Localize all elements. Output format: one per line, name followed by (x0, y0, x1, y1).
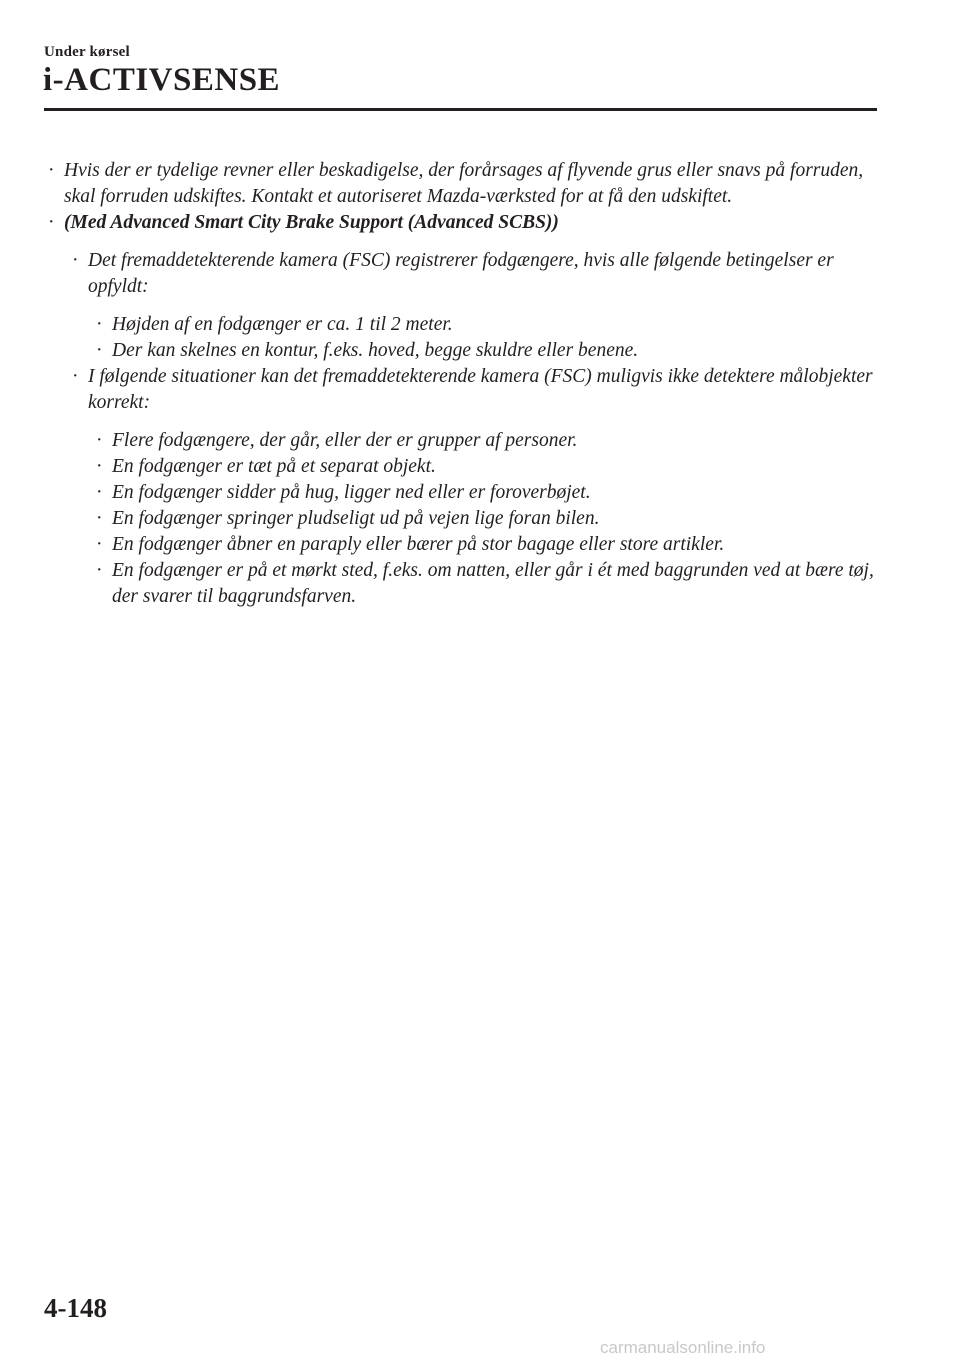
bullet-text-fsc-detects: Det fremaddetekterende kamera (FSC) registrerer fodgængere, hvis alle følgende betingelser er opfyldt: (88, 250, 834, 297)
bullet-dot-icon: · (72, 250, 79, 271)
situation-text: En fodgænger åbner en paraply eller bærer på stor bagage eller store artikler. (112, 534, 725, 555)
bullet-text-advanced-scbs: (Med Advanced Smart City Brake Support (Advanced SCBS)) (64, 212, 559, 233)
bullet-text-height: Højden af en fodgænger er ca. 1 til 2 meter. (112, 314, 453, 335)
list-item (68, 364, 884, 416)
bullet-text-contour: Der kan skelnes en kontur, f.eks. hoved, begge skuldre eller benene. (112, 340, 639, 361)
bullet-dot-icon: · (96, 508, 103, 529)
list-item (92, 454, 884, 480)
bullet-dot-icon: · (96, 534, 103, 555)
bullet-dot-icon: · (48, 160, 55, 181)
situation-text: En fodgænger er tæt på et separat objekt. (112, 456, 436, 477)
list-item (92, 532, 884, 558)
bullet-dot-icon: · (96, 340, 103, 361)
list-item (44, 158, 884, 210)
bullet-dot-icon: · (96, 314, 103, 335)
list-item (92, 558, 884, 610)
section-label: Under kørsel (44, 44, 130, 60)
list-item (44, 210, 884, 236)
situation-text: En fodgænger sidder på hug, ligger ned eller er foroverbøjet. (112, 482, 591, 503)
document-body (44, 158, 884, 610)
header-divider (44, 108, 877, 111)
bullet-dot-icon: · (96, 430, 103, 451)
list-item (92, 506, 884, 532)
list-item (68, 248, 884, 300)
bullet-dot-icon: · (96, 560, 103, 581)
situation-text: En fodgænger springer pludseligt ud på vejen lige foran bilen. (112, 508, 600, 529)
bullet-dot-icon: · (96, 456, 103, 477)
page-number: 4-148 (44, 1293, 107, 1323)
bullet-text-fsc-may-not: I følgende situationer kan det fremaddetekterende kamera (FSC) muligvis ikke detektere målobjekter korrekt: (88, 366, 873, 413)
bullet-text-windshield: Hvis der er tydelige revner eller beskadigelse, der forårsages af flyvende grus eller snavs på forruden, skal forruden udskiftes. Kontakt et autoriseret Mazda-værksted for at få den udskiftet. (64, 160, 864, 207)
watermark: carmanualsonline.info (600, 1338, 766, 1357)
situation-text: Flere fodgængere, der går, eller der er grupper af personer. (112, 430, 578, 451)
bullet-dot-icon: · (72, 366, 79, 387)
page-title: i-ACTIVSENSE (43, 62, 281, 98)
list-item (92, 428, 884, 454)
list-item (92, 480, 884, 506)
bullet-dot-icon: · (96, 482, 103, 503)
list-item (92, 312, 884, 338)
list-item (92, 338, 884, 364)
situation-text: En fodgænger er på et mørkt sted, f.eks. om natten, eller går i ét med baggrunden ved at bære tøj, der svarer til baggrundsfarven. (112, 560, 874, 607)
bullet-dot-icon: · (48, 212, 55, 233)
